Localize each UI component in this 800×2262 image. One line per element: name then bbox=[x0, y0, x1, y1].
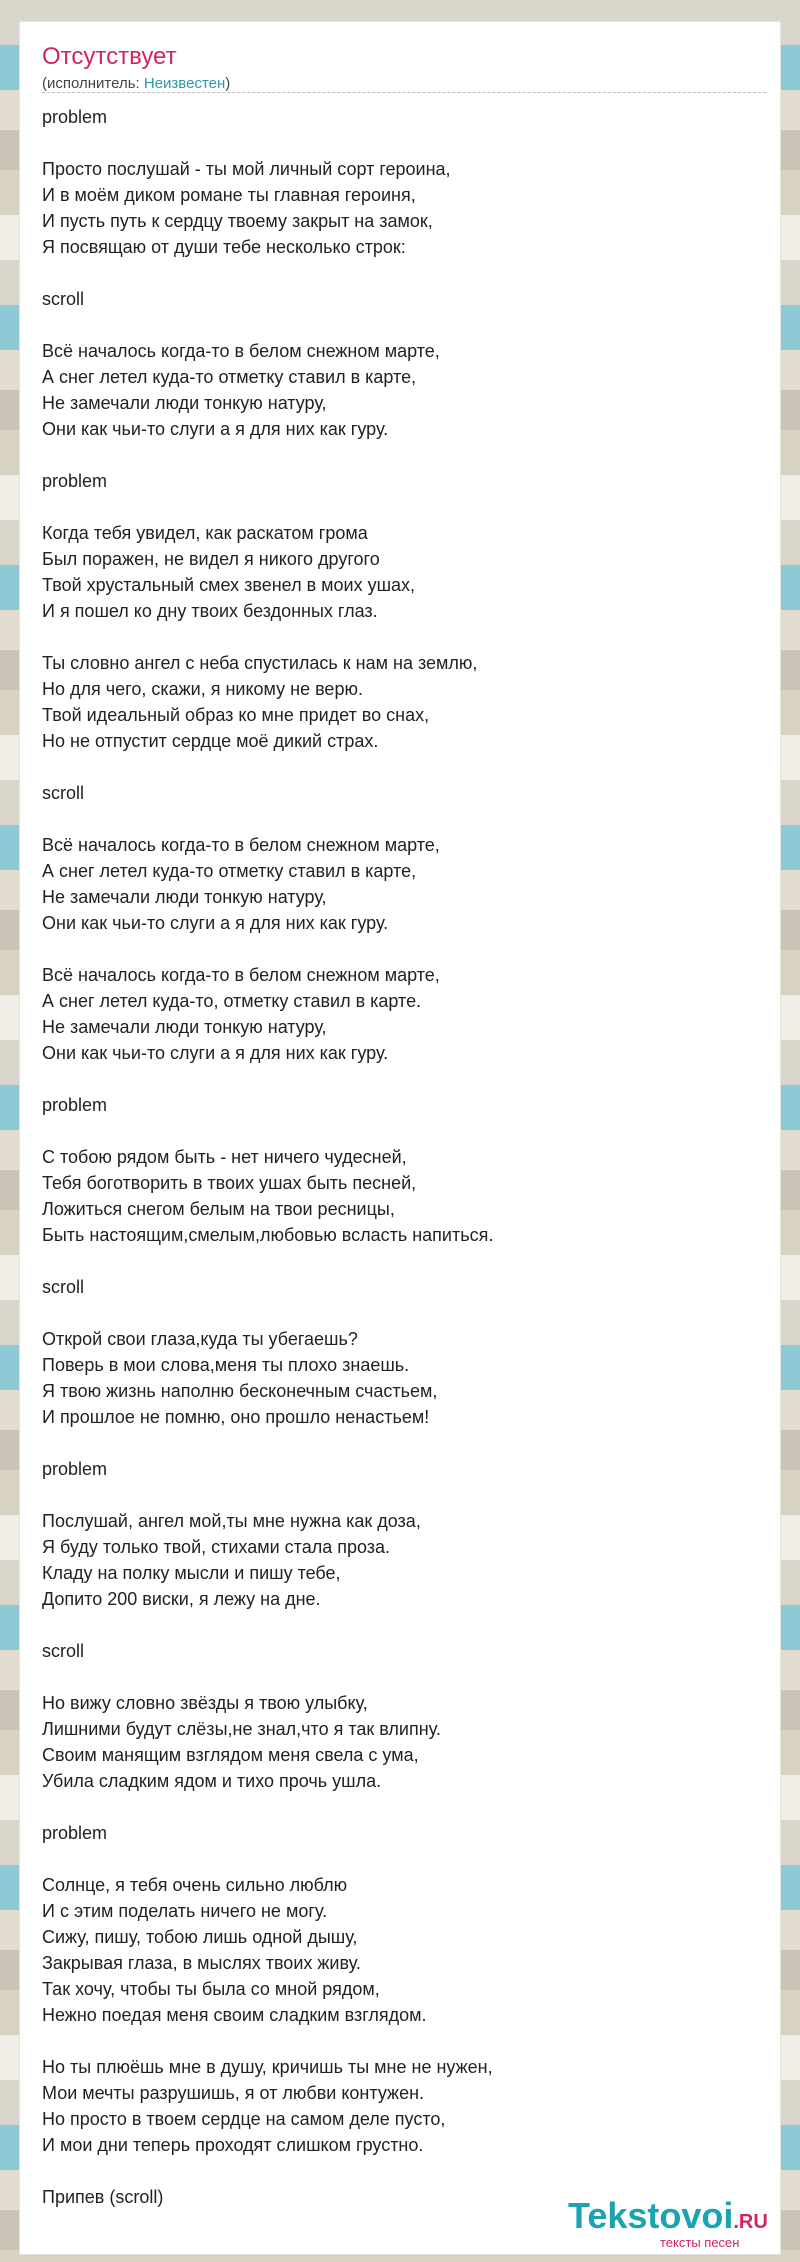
lyrics-line: Быть настоящим,смелым,любовью всласть напиться. bbox=[42, 1225, 494, 1245]
lyrics-line: problem bbox=[42, 107, 108, 127]
lyrics-line: И с этим поделать ничего не могу. bbox=[42, 1901, 328, 1921]
lyrics-line: scroll bbox=[42, 1277, 85, 1297]
artist-suffix: ) bbox=[225, 75, 231, 92]
lyrics-line: Я буду только твой, стихами стала проза. bbox=[42, 1537, 391, 1557]
lyrics-line: И мои дни теперь проходят слишком грустно. bbox=[42, 2135, 424, 2155]
lyrics-line: Так хочу, чтобы ты была со мной рядом, bbox=[42, 1979, 380, 1999]
lyrics-line: Но ты плюёшь мне в душу, кричишь ты мне не нужен, bbox=[42, 2057, 493, 2077]
lyrics-line: Кладу на полку мысли и пишу тебе, bbox=[42, 1563, 341, 1583]
lyrics-stanza bbox=[42, 1456, 762, 1482]
lyrics-line: Я твою жизнь наполню бесконечным счастьем, bbox=[42, 1381, 438, 1401]
lyrics-stanza bbox=[42, 1092, 762, 1118]
logo-main-text: Tekstovoi bbox=[568, 2195, 734, 2236]
lyrics-line: Но вижу словно звёзды я твою улыбку, bbox=[42, 1693, 368, 1713]
lyrics-line: Убила сладким ядом и тихо прочь ушла. bbox=[42, 1771, 382, 1791]
lyrics-line: Твой идеальный образ ко мне придет во снах, bbox=[42, 705, 430, 725]
lyrics-card bbox=[20, 22, 780, 2254]
lyrics-stanza bbox=[42, 962, 762, 1066]
dashed-divider bbox=[42, 92, 766, 93]
lyrics-text bbox=[42, 104, 762, 2236]
lyrics-line: А снег летел куда-то, отметку ставил в карте. bbox=[42, 991, 422, 1011]
lyrics-line: Допито 200 виски, я лежу на дне. bbox=[42, 1589, 321, 1609]
lyrics-stanza bbox=[42, 104, 762, 130]
lyrics-line: Но не отпустит сердце моё дикий страх. bbox=[42, 731, 379, 751]
lyrics-line: Всё началось когда-то в белом снежном марте, bbox=[42, 341, 440, 361]
logo-tagline: тексты песен bbox=[660, 2235, 740, 2250]
lyrics-line: Закрывая глаза, в мыслях твоих живу. bbox=[42, 1953, 361, 1973]
lyrics-stanza bbox=[42, 1690, 762, 1794]
lyrics-line: Тебя боготворить в твоих ушах быть песней, bbox=[42, 1173, 417, 1193]
lyrics-line: Ты словно ангел с неба спустилась к нам на землю, bbox=[42, 653, 478, 673]
lyrics-line: А снег летел куда-то отметку ставил в карте, bbox=[42, 367, 417, 387]
lyrics-line: Мои мечты разрушишь, я от любви контужен. bbox=[42, 2083, 425, 2103]
lyrics-line: И пусть путь к сердцу твоему закрыт на замок, bbox=[42, 211, 433, 231]
lyrics-line: Они как чьи-то слуги а я для них как гуру. bbox=[42, 913, 389, 933]
lyrics-line: Не замечали люди тонкую натуру, bbox=[42, 393, 327, 413]
lyrics-line: Не замечали люди тонкую натуру, bbox=[42, 1017, 327, 1037]
lyrics-line: Солнце, я тебя очень сильно люблю bbox=[42, 1875, 348, 1895]
lyrics-line: Я посвящаю от души тебе несколько строк: bbox=[42, 237, 406, 257]
lyrics-line: problem bbox=[42, 471, 108, 491]
lyrics-line: И в моём диком романе ты главная героиня, bbox=[42, 185, 416, 205]
lyrics-line: Когда тебя увидел, как раскатом грома bbox=[42, 523, 368, 543]
lyrics-line: scroll bbox=[42, 783, 85, 803]
lyrics-line: Нежно поедая меня своим сладким взглядом. bbox=[42, 2005, 427, 2025]
song-title: Отсутствует bbox=[42, 43, 177, 70]
lyrics-stanza bbox=[42, 1274, 762, 1300]
lyrics-line: Но для чего, скажи, я никому не верю. bbox=[42, 679, 363, 699]
lyrics-stanza bbox=[42, 338, 762, 442]
lyrics-stanza bbox=[42, 468, 762, 494]
lyrics-line: Ложиться снегом белым на твои ресницы, bbox=[42, 1199, 395, 1219]
lyrics-stanza bbox=[42, 286, 762, 312]
lyrics-line: Просто послушай - ты мой личный сорт героина, bbox=[42, 159, 451, 179]
lyrics-line: И я пошел ко дну твоих бездонных глаз. bbox=[42, 601, 378, 621]
lyrics-line: scroll bbox=[42, 289, 85, 309]
lyrics-line: Но просто в твоем сердце на самом деле пусто, bbox=[42, 2109, 446, 2129]
lyrics-line: Лишними будут слёзы,не знал,что я так влипну. bbox=[42, 1719, 441, 1739]
lyrics-line: Послушай, ангел мой,ты мне нужна как доза, bbox=[42, 1511, 421, 1531]
lyrics-stanza bbox=[42, 520, 762, 624]
artist-prefix: (исполнитель: bbox=[42, 75, 144, 92]
lyrics-line: problem bbox=[42, 1823, 108, 1843]
lyrics-line: И прошлое не помню, оно прошло ненастьем! bbox=[42, 1407, 430, 1427]
lyrics-line: Был поражен, не видел я никого другого bbox=[42, 549, 380, 569]
lyrics-line: Не замечали люди тонкую натуру, bbox=[42, 887, 327, 907]
lyrics-line: Всё началось когда-то в белом снежном марте, bbox=[42, 965, 440, 985]
lyrics-line: problem bbox=[42, 1095, 108, 1115]
lyrics-line: Открой свои глаза,куда ты убегаешь? bbox=[42, 1329, 358, 1349]
lyrics-line: Всё началось когда-то в белом снежном марте, bbox=[42, 835, 440, 855]
lyrics-stanza bbox=[42, 832, 762, 936]
lyrics-stanza bbox=[42, 650, 762, 754]
logo-ru-suffix: .RU bbox=[733, 2211, 768, 2233]
lyrics-stanza bbox=[42, 1820, 762, 1846]
lyrics-line: Они как чьи-то слуги а я для них как гуру. bbox=[42, 419, 389, 439]
lyrics-line: problem bbox=[42, 1459, 108, 1479]
lyrics-stanza bbox=[42, 1326, 762, 1430]
lyrics-line: scroll bbox=[42, 1641, 85, 1661]
artist-link[interactable]: Неизвестен bbox=[143, 75, 226, 92]
lyrics-stanza bbox=[42, 1144, 762, 1248]
lyrics-stanza bbox=[42, 156, 762, 260]
artist-line bbox=[42, 74, 230, 94]
lyrics-stanza bbox=[42, 1872, 762, 2028]
lyrics-line: Сижу, пишу, тобою лишь одной дышу, bbox=[42, 1927, 358, 1947]
lyrics-stanza bbox=[42, 2054, 762, 2158]
lyrics-line: Своим манящим взглядом меня свела с ума, bbox=[42, 1745, 419, 1765]
site-logo[interactable] bbox=[568, 2194, 798, 2254]
lyrics-line: С тобою рядом быть - нет ничего чудесней, bbox=[42, 1147, 407, 1167]
lyrics-line: Поверь в мои слова,меня ты плохо знаешь. bbox=[42, 1355, 410, 1375]
lyrics-line: Припев (scroll) bbox=[42, 2187, 164, 2207]
lyrics-stanza bbox=[42, 780, 762, 806]
lyrics-stanza bbox=[42, 1638, 762, 1664]
lyrics-line: Они как чьи-то слуги а я для них как гуру. bbox=[42, 1043, 389, 1063]
lyrics-stanza bbox=[42, 1508, 762, 1612]
lyrics-line: Твой хрустальный смех звенел в моих ушах, bbox=[42, 575, 416, 595]
lyrics-line: А снег летел куда-то отметку ставил в карте, bbox=[42, 861, 417, 881]
